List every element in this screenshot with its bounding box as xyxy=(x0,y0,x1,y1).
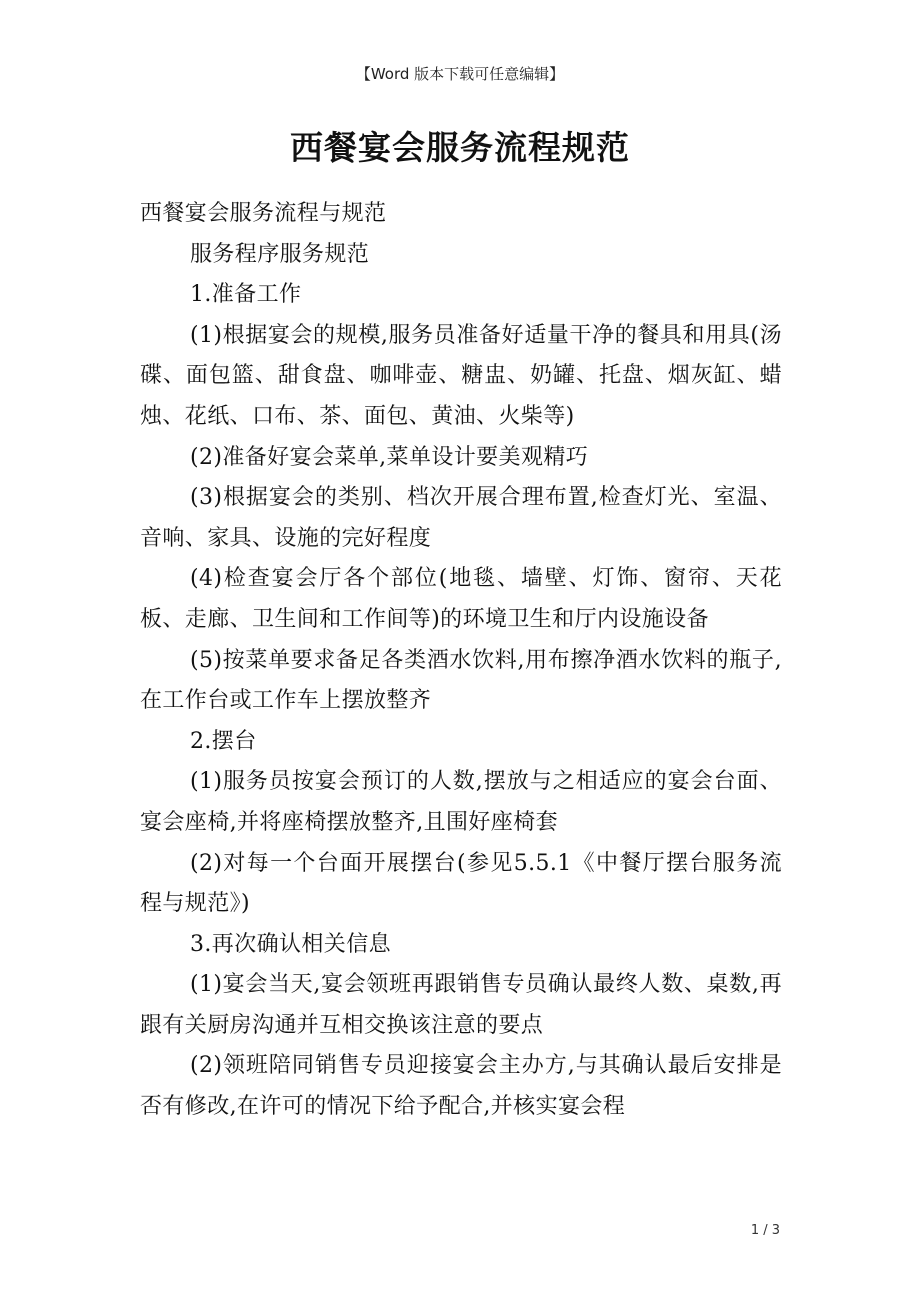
paragraph: (2)对每一个台面开展摆台(参见5.5.1《中餐厅摆台服务流程与规范》) xyxy=(140,850,782,917)
page-number: 1 / 3 xyxy=(750,1223,780,1238)
paragraph: 服务程序服务规范 xyxy=(190,241,370,267)
paragraph: 2.摆台 xyxy=(190,728,257,754)
paragraph: (2)领班陪同销售专员迎接宴会主办方,与其确认最后安排是否有修改,在许可的情况下给予配合,并核实宴会程 xyxy=(140,1053,782,1120)
paragraph: (1)根据宴会的规模,服务员准备好适量干净的餐具和用具(汤碟、面包篮、甜食盘、咖啡壶、糖盅、奶罐、托盘、烟灰缸、蜡烛、花纸、口布、茶、面包、黄油、火柴等) xyxy=(140,322,782,429)
document-body xyxy=(140,194,782,1128)
paragraph: 1.准备工作 xyxy=(190,282,302,308)
paragraph: (4)检查宴会厅各个部位(地毯、墙壁、灯饰、窗帘、天花板、走廊、卫生间和工作间等)的环境卫生和厅内设施设备 xyxy=(140,566,782,632)
paragraph: 西餐宴会服务流程与规范 xyxy=(140,201,387,226)
header-note: 【Word 版本下载可任意编辑】 xyxy=(355,65,565,83)
paragraph: 3.再次确认相关信息 xyxy=(190,931,391,957)
paragraph: (1)服务员按宴会预订的人数,摆放与之相适应的宴会台面、宴会座椅,并将座椅摆放整齐,且围好座椅套 xyxy=(140,769,782,835)
document-title: 西餐宴会服务流程规范 xyxy=(290,128,630,167)
paragraph: (1)宴会当天,宴会领班再跟销售专员确认最终人数、桌数,再跟有关厨房沟通并互相交换该注意的要点 xyxy=(140,972,782,1038)
paragraph: (3)根据宴会的类别、档次开展合理布置,检查灯光、室温、音响、家具、设施的完好程度 xyxy=(140,485,782,551)
paragraph: (2)准备好宴会菜单,菜单设计要美观精巧 xyxy=(190,444,589,470)
paragraph: (5)按菜单要求备足各类酒水饮料,用布擦净酒水饮料的瓶子,在工作台或工作车上摆放整齐 xyxy=(140,647,782,714)
